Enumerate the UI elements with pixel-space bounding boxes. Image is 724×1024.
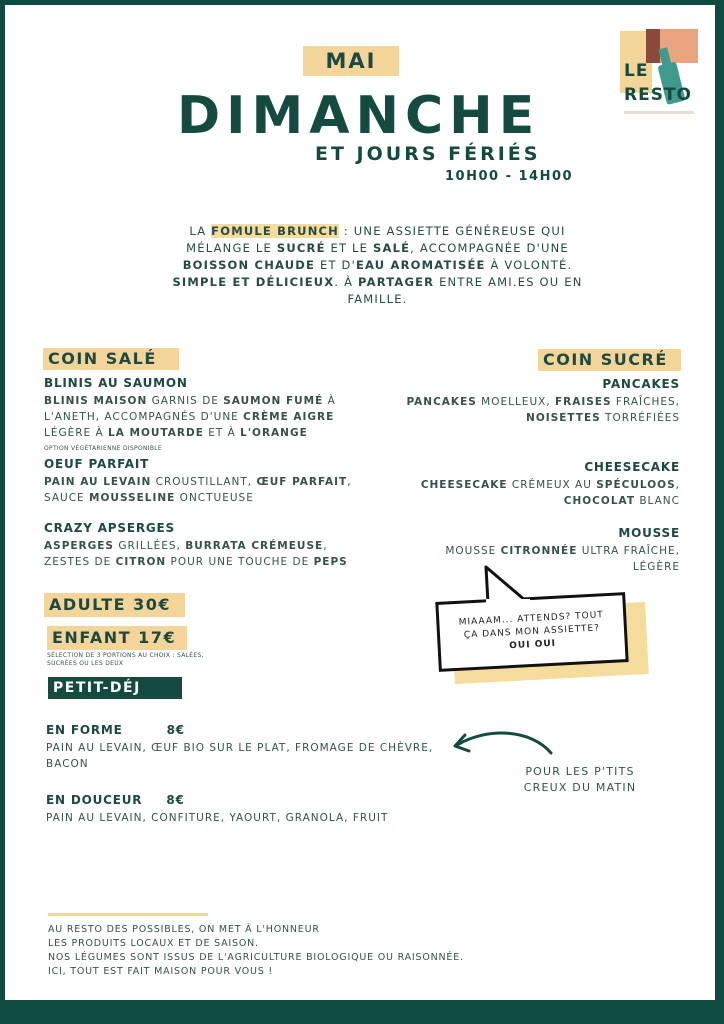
item-title: BLINIS AU SAUMON [44,376,188,390]
opening-hours: 10H00 - 14H00 [445,169,574,184]
section-petit-dej: PETIT-DÉJ [48,677,182,699]
item-title: CRAZY APSERGES [44,521,175,535]
item-en-douceur [46,793,466,826]
item-description: PAIN AU LEVAIN, CONFITURE, YAOURT, GRANOLA, FRUIT [46,812,389,824]
bubble-tail [480,565,540,605]
portion-note: SÉLECTION DE 3 PORTIONS AU CHOIX : SALÉES, SUCRÉES OU LES DEUX [47,652,204,667]
footer-text: AU RESTO DES POSSIBLES, ON MET À L'HONNEUR LES PRODUITS LOCAUX ET DE SAISON. NOS LÉGUMES SONT ISSUS DE L'AGRICULTURE BIOLOGIQUE OU RAISONNÉE. ICI, TOUT EST FAIT MAISON POUR VOUS ! [48,924,464,977]
logo-text-le: LE [624,61,649,81]
item-mousse [405,526,680,575]
price-enfant: ENFANT 17€ [47,626,187,650]
section-coin-sale: COIN SALÉ [43,348,179,370]
item-blinis [44,376,364,453]
item-title: EN DOUCEUR [46,793,143,807]
item-oeuf [44,457,364,506]
month-label: MAI [303,46,399,76]
curved-arrow-icon [447,723,555,759]
item-description: PAIN AU LEVAIN CROUSTILLANT, ŒUF PARFAIT, SAUCE MOUSSELINE ONCTUEUSE [44,476,352,504]
item-title: CHEESECAKE [584,460,680,474]
item-description: BLINIS MAISON GARNIS DE SAUMON FUMÉ À L'ANETH, ACCOMPAGNÉS D'UNE CRÈME AIGRE LÉGÈRE À LA MOUTARDE ET À L'ORANGE [44,395,336,439]
item-title: EN FORME [46,723,123,737]
resto-logo [620,27,698,115]
item-description: MOUSSE CITRONNÉE ULTRA FRAÎCHE, LÉGÈRE [445,545,680,573]
section-coin-sucre: COIN SUCRÉ [538,349,681,371]
footer-divider [48,913,208,916]
item-title: PANCAKES [602,377,680,391]
intro-paragraph: LA FOMULE BRUNCH : UNE ASSIETTE GÉNÉREUSE QUI MÉLANGE LE SUCRÉ ET LE SALÉ, ACCOMPAGNÉE D'UNE BOISSON CHAUDE ET D'EAU AROMATISÉE À VOLONTÉ. SIMPLE ET DÉLICIEUX. À PARTAGER ENTRE AMI.ES OU EN FAMILLE. [172,224,583,306]
menu-sheet [5,5,715,1000]
bubble-text: MIAAAM... ATTENDS? TOUT ÇA DANS MON ASSIETTE? OUI OUI [458,610,605,652]
item-description: ASPERGES GRILLÉES, BURRATA CRÉMEUSE, ZESTES DE CITRON POUR UNE TOUCHE DE PEPS [44,540,348,568]
item-price: 8€ [166,723,185,737]
vegetarian-option: OPTION VÉGÉTARIENNE DISPONIBLE [44,445,162,452]
item-title: OEUF PARFAIT [44,457,150,471]
item-description: CHEESECAKE CRÉMEUX AU SPÉCULOOS, CHOCOLAT BLANC [420,479,680,507]
item-description: PAIN AU LEVAIN, ŒUF BIO SUR LE PLAT, FROMAGE DE CHÈVRE, BACON [46,742,434,770]
petit-dej-note: POUR LES P'TITS CREUX DU MATIN [523,765,637,794]
price-adulte: ADULTE 30€ [44,593,185,617]
item-pancakes [405,377,680,426]
item-price: 8€ [166,793,185,807]
formula-highlight: FOMULE BRUNCH [211,224,340,238]
page-title: DIMANCHE [177,86,541,146]
page-subtitle: ET JOURS FÉRIÉS [315,143,541,165]
item-cheesecake [405,460,680,509]
item-description: PANCAKES MOELLEUX, FRAISES FRAÎCHES, NOISETTES TORRÉFIÉES [406,396,680,424]
item-en-forme [46,723,446,772]
logo-text-resto: RESTO [624,85,692,105]
item-asperges [44,521,364,570]
item-title: MOUSSE [618,526,680,540]
